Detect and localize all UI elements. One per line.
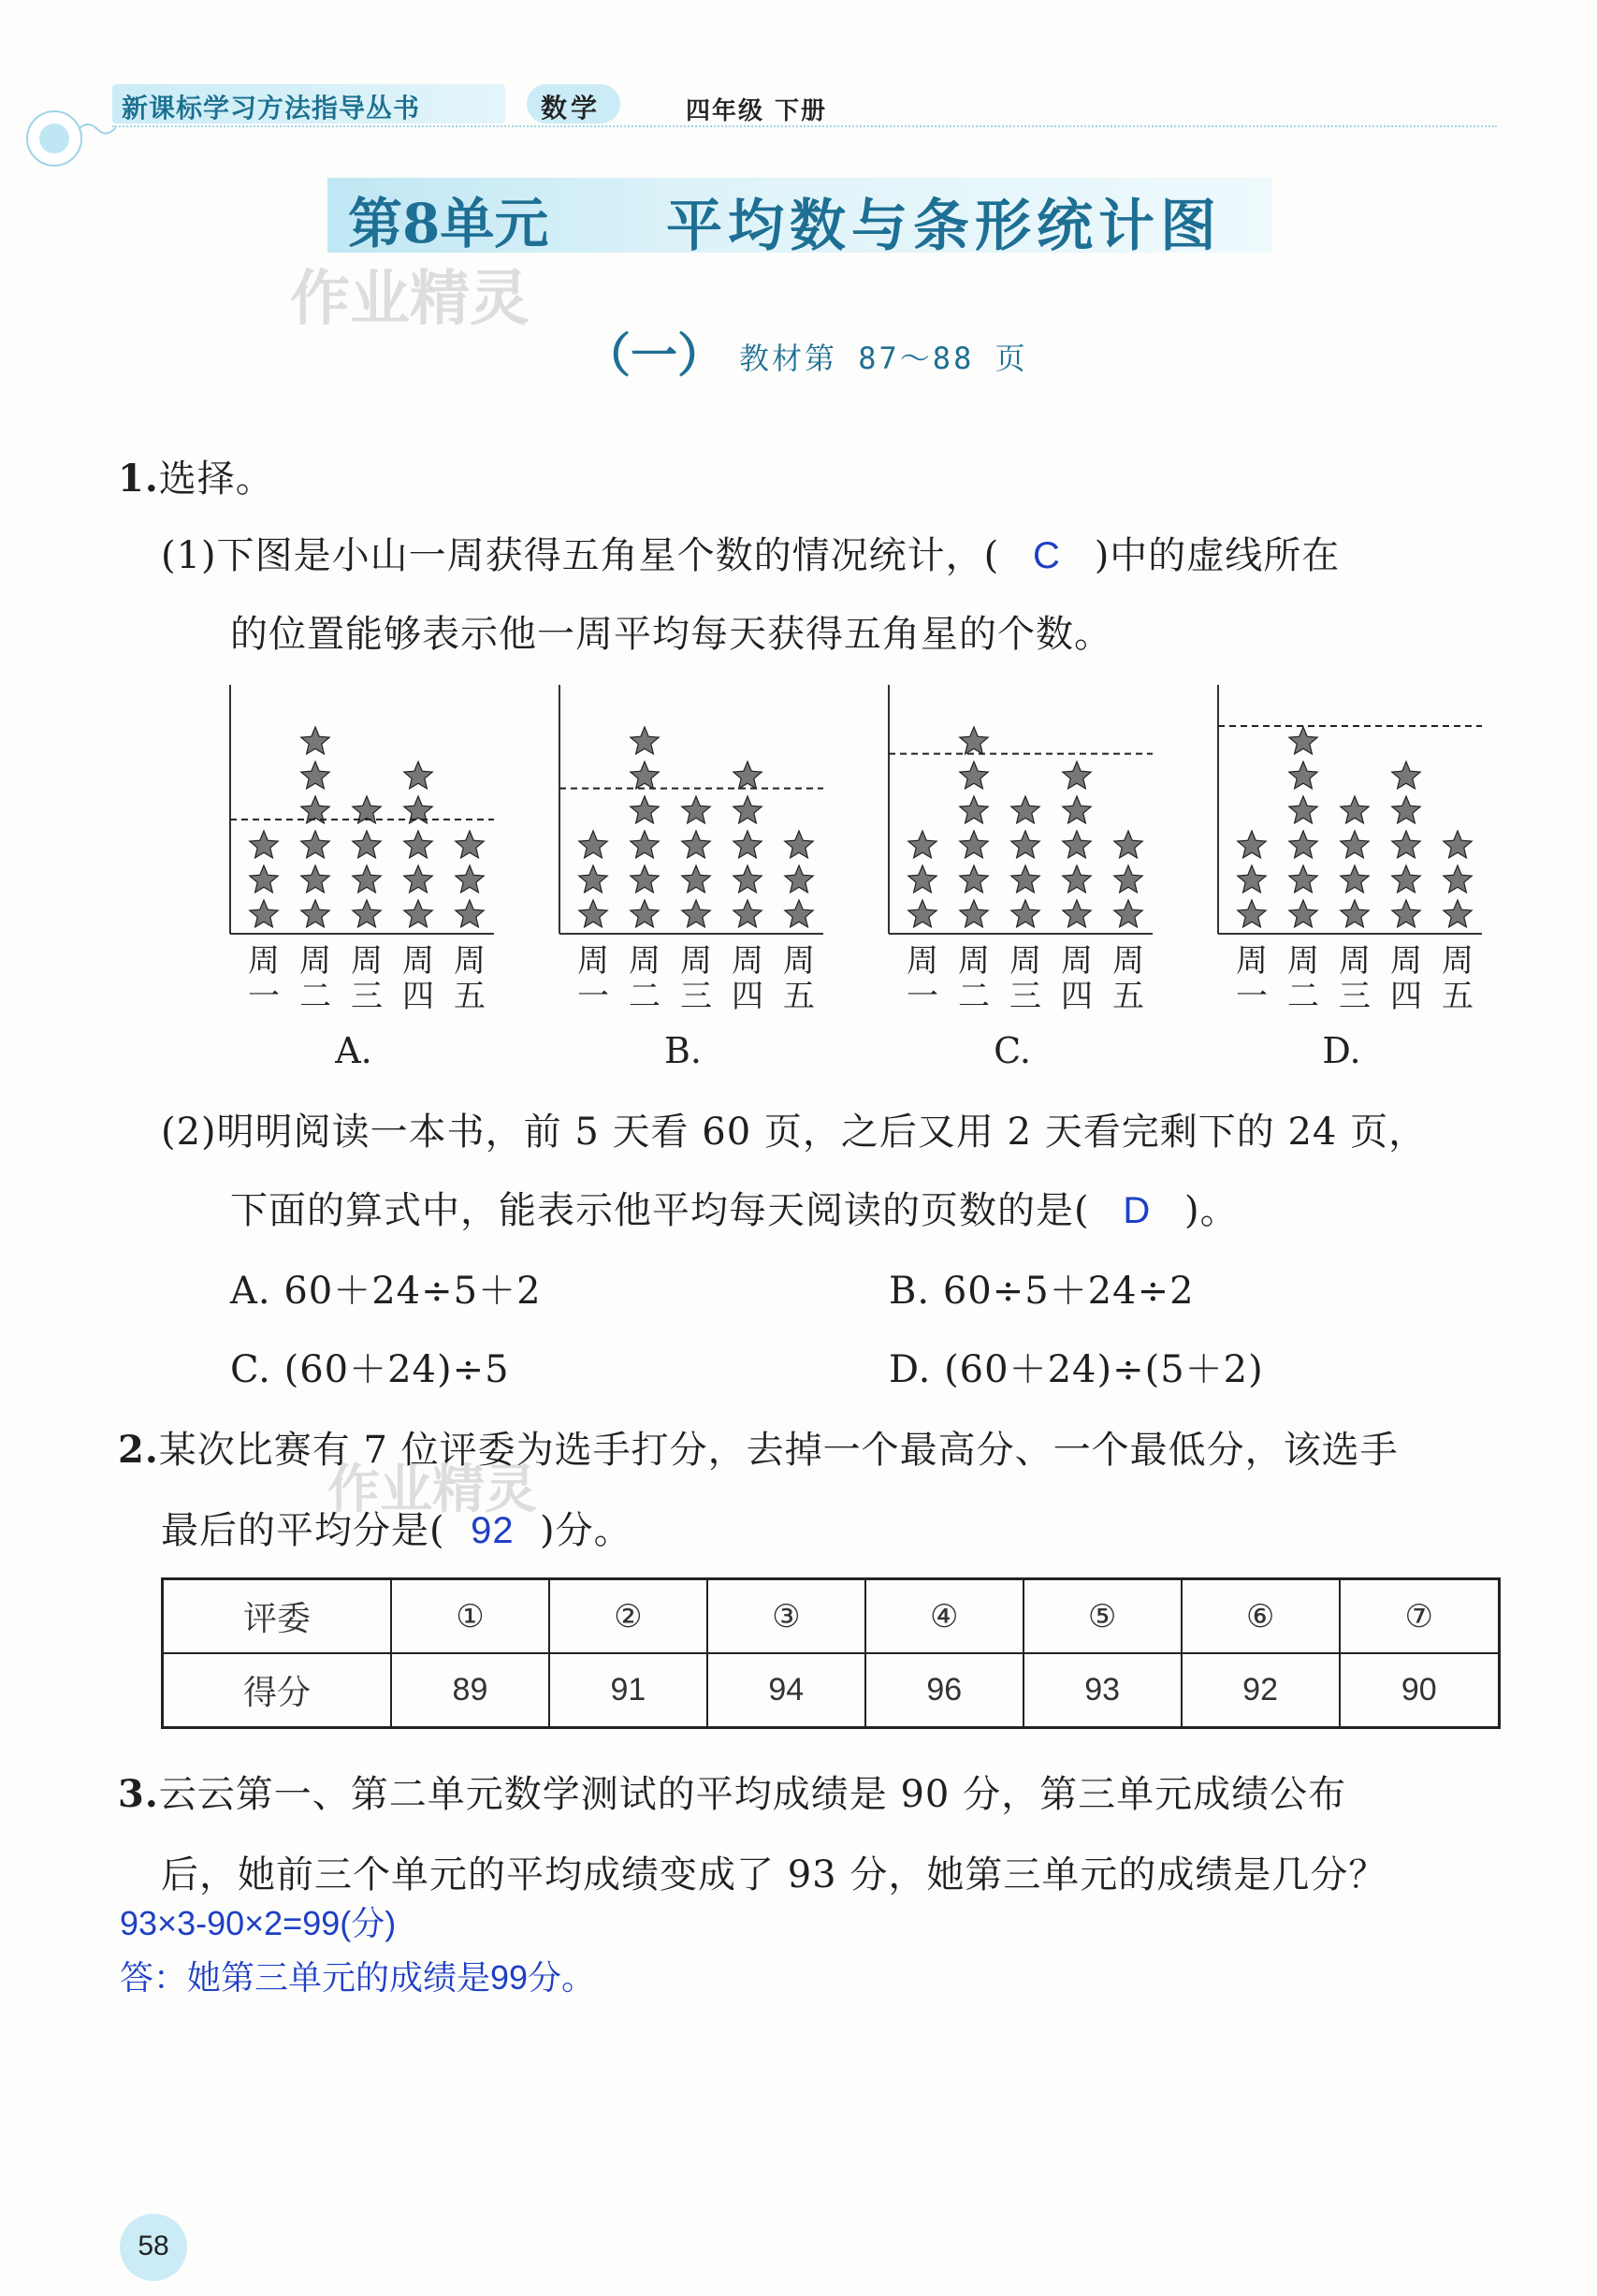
- judge-cell: ⑤: [1024, 1579, 1182, 1654]
- star-icon: [1444, 900, 1472, 927]
- header-grade: 四年级 下册: [686, 97, 828, 125]
- star-icon: [733, 831, 762, 858]
- tick-label: 五: [783, 978, 815, 1015]
- tick-label: 周: [577, 942, 609, 980]
- q1-option-c: C. (60＋24)÷5: [230, 1348, 510, 1391]
- tick-label: 四: [732, 978, 763, 1015]
- star-icon: [631, 762, 659, 789]
- star-icon: [404, 831, 432, 858]
- tick-label: 三: [351, 978, 383, 1015]
- star-icon: [631, 796, 659, 823]
- header-series: 新课标学习方法指导丛书: [122, 93, 421, 124]
- q3-number: 3.: [118, 1772, 159, 1816]
- star-icon: [1444, 865, 1472, 893]
- star-icon: [1063, 831, 1091, 858]
- star-icon: [960, 900, 988, 927]
- star-icon: [1289, 831, 1317, 858]
- star-icon: [1392, 796, 1420, 823]
- tick-label: 周: [299, 942, 331, 980]
- judge-cell: ④: [865, 1579, 1024, 1654]
- star-icon: [908, 865, 936, 893]
- star-icon: [1392, 865, 1420, 893]
- star-icon: [456, 900, 484, 927]
- chart-option-label: D.: [1322, 1030, 1361, 1071]
- star-icon: [960, 796, 988, 823]
- q1-option-d: D. (60＋24)÷(5＋2): [889, 1348, 1264, 1391]
- tick-label: 二: [299, 978, 331, 1015]
- star-icon: [404, 865, 432, 893]
- star-icon: [579, 831, 607, 858]
- star-icon: [785, 865, 813, 893]
- star-icon: [301, 900, 329, 927]
- star-icon: [1289, 900, 1317, 927]
- q1-p2-text-a: 下面的算式中，能表示他平均每天阅读的页数的是(: [230, 1189, 1090, 1232]
- star-icon: [1341, 796, 1369, 823]
- tick-label: 五: [1112, 978, 1144, 1015]
- star-icon: [1011, 865, 1039, 893]
- tick-label: 周: [629, 942, 661, 980]
- star-icon: [1063, 865, 1091, 893]
- star-icon: [1392, 831, 1420, 858]
- star-icon: [682, 831, 710, 858]
- tick-label: 周: [1112, 942, 1144, 980]
- tick-label: 周: [402, 942, 434, 980]
- star-icon: [1289, 727, 1317, 754]
- star-icon: [733, 865, 762, 893]
- star-icon: [631, 865, 659, 893]
- score-cell: 96: [865, 1653, 1024, 1728]
- chart-option-label: B.: [663, 1030, 703, 1071]
- q3-line1: [118, 1765, 1346, 1818]
- tick-label: 周: [680, 942, 712, 980]
- star-icon: [301, 865, 329, 893]
- q1-option-a: A. 60＋24÷5＋2: [230, 1270, 542, 1313]
- star-icon: [733, 900, 762, 927]
- star-icon: [1341, 831, 1369, 858]
- judge-cell: ⑥: [1182, 1579, 1340, 1654]
- star-chart-b: [559, 685, 823, 1071]
- tick-label: 一: [1236, 978, 1268, 1015]
- tick-label: 三: [1339, 978, 1371, 1015]
- score-cell: 91: [549, 1653, 707, 1728]
- tick-label: 一: [907, 978, 938, 1015]
- star-icon: [1063, 762, 1091, 789]
- q3-line2: 后，她前三个单元的平均成绩变成了 93 分，她第三单元的成绩是几分？: [161, 1853, 1387, 1896]
- tick-label: 五: [1442, 978, 1474, 1015]
- star-chart-c: [889, 685, 1153, 1071]
- tick-label: 周: [1390, 942, 1422, 980]
- star-icon: [682, 796, 710, 823]
- star-icon: [1341, 865, 1369, 893]
- q2-number: 2.: [118, 1428, 159, 1472]
- q1-p1-line2: 的位置能够表示他一周平均每天获得五角星的个数。: [230, 613, 1112, 656]
- score-cell: 92: [1182, 1653, 1340, 1728]
- tick-label: 四: [1390, 978, 1422, 1015]
- star-icon: [1238, 865, 1266, 893]
- star-icon: [1444, 831, 1472, 858]
- tick-label: 周: [1287, 942, 1319, 980]
- star-icon: [733, 796, 762, 823]
- star-icon: [1289, 865, 1317, 893]
- star-icon: [456, 865, 484, 893]
- tick-label: 周: [1236, 942, 1268, 980]
- q1-p2-answer: D: [1123, 1190, 1152, 1231]
- star-icon: [1238, 831, 1266, 858]
- q1-p2-line2: [230, 1181, 1239, 1234]
- star-icon: [1063, 900, 1091, 927]
- score-cell: 93: [1024, 1653, 1182, 1728]
- q3-text: 云云第一、第二单元数学测试的平均成绩是 90 分，第三单元成绩公布: [158, 1773, 1347, 1816]
- tick-label: 周: [454, 942, 486, 980]
- tick-label: 二: [1287, 978, 1319, 1015]
- star-icon: [733, 762, 762, 789]
- star-icon: [404, 900, 432, 927]
- q3-answer-calc: 93×3-90×2=99(分): [120, 1904, 397, 1942]
- watermark-2: 作业精灵: [327, 1460, 537, 1520]
- star-chart-a: [230, 685, 494, 1071]
- star-icon: [1063, 796, 1091, 823]
- star-icon: [960, 831, 988, 858]
- q1-p2-text-b: )。: [1184, 1189, 1239, 1232]
- tick-label: 周: [958, 942, 990, 980]
- tick-label: 周: [1339, 942, 1371, 980]
- tick-label: 周: [1009, 942, 1041, 980]
- tick-label: 周: [248, 942, 280, 980]
- tick-label: 五: [454, 978, 486, 1015]
- q1-p2-line1: (2)明明阅读一本书，前 5 天看 60 页，之后又用 2 天看完剩下的 24 页，: [161, 1111, 1428, 1154]
- q1-number: 1.: [118, 457, 159, 501]
- header-subject: 数学: [541, 93, 602, 124]
- q3-answer-text: 答：她第三单元的成绩是99分。: [120, 1958, 596, 1997]
- star-icon: [353, 865, 381, 893]
- row-label-judges: 评委: [163, 1579, 392, 1654]
- star-icon: [353, 900, 381, 927]
- q2-text: 某次比赛有 7 位评委为选手打分，去掉一个最高分、一个最低分，该选手: [158, 1429, 1399, 1472]
- star-icon: [1114, 865, 1142, 893]
- q2-answer: 92: [471, 1510, 515, 1551]
- star-icon: [785, 900, 813, 927]
- star-icon: [1289, 762, 1317, 789]
- tick-label: 周: [783, 942, 815, 980]
- tick-label: 四: [402, 978, 434, 1015]
- star-icon: [301, 727, 329, 754]
- chart-option-label: A.: [335, 1030, 372, 1071]
- star-icon: [682, 900, 710, 927]
- chart-option-label: C.: [994, 1030, 1031, 1071]
- star-icon: [579, 865, 607, 893]
- star-icon: [785, 831, 813, 858]
- judge-cell: ⑦: [1340, 1579, 1500, 1654]
- watermark: 作业精灵: [290, 265, 530, 334]
- star-chart-d: [1218, 685, 1482, 1071]
- star-icon: [456, 831, 484, 858]
- star-icon: [908, 900, 936, 927]
- q1-title: 选择。: [158, 458, 274, 501]
- tick-label: 周: [351, 942, 383, 980]
- q1-p1-answer: C: [1033, 535, 1061, 576]
- q1-option-b: B. 60÷5＋24÷2: [889, 1270, 1195, 1313]
- tick-label: 三: [1009, 978, 1041, 1015]
- star-icon: [1011, 900, 1039, 927]
- star-icon: [1011, 796, 1039, 823]
- star-icon: [631, 900, 659, 927]
- score-cell: 90: [1340, 1653, 1500, 1728]
- tick-label: 一: [577, 978, 609, 1015]
- star-icon: [301, 762, 329, 789]
- tick-label: 周: [1061, 942, 1093, 980]
- tick-label: 二: [958, 978, 990, 1015]
- unit-title: 平均数与条形统计图: [666, 194, 1222, 259]
- judge-cell: ②: [549, 1579, 707, 1654]
- star-icon: [404, 796, 432, 823]
- tick-label: 周: [907, 942, 938, 980]
- q2-text-a: 最后的平均分是(: [161, 1509, 445, 1552]
- section-pages: 教材第 87～88 页: [739, 341, 1028, 376]
- star-icon: [404, 762, 432, 789]
- star-icon: [579, 900, 607, 927]
- tick-label: 二: [629, 978, 661, 1015]
- table-row-scores: [163, 1653, 1500, 1728]
- star-icon: [960, 727, 988, 754]
- page-number: 58: [138, 2231, 169, 2261]
- star-icon: [353, 831, 381, 858]
- star-icon: [1011, 831, 1039, 858]
- star-icon: [631, 831, 659, 858]
- score-cell: 89: [391, 1653, 549, 1728]
- star-icon: [301, 831, 329, 858]
- star-icon: [1392, 900, 1420, 927]
- star-icon: [908, 831, 936, 858]
- unit-number: 第8单元: [348, 192, 549, 255]
- star-icon: [1114, 831, 1142, 858]
- star-icon: [250, 865, 278, 893]
- star-icon: [1238, 900, 1266, 927]
- star-charts: [0, 0, 1597, 1085]
- table-row-judges: [163, 1579, 1500, 1654]
- star-icon: [1114, 900, 1142, 927]
- q2-line1: [118, 1420, 1399, 1474]
- star-icon: [960, 762, 988, 789]
- judge-cell: ①: [391, 1579, 549, 1654]
- star-icon: [1341, 900, 1369, 927]
- q1-p1-text-a: (1)下图是小山一周获得五角星个数的情况统计，(: [161, 534, 1000, 577]
- q1-p1-text-b: )中的虚线所在: [1094, 534, 1341, 577]
- star-icon: [631, 727, 659, 754]
- section-number: （一）: [584, 327, 724, 383]
- tick-label: 周: [732, 942, 763, 980]
- star-icon: [250, 900, 278, 927]
- score-cell: 94: [707, 1653, 865, 1728]
- star-icon: [1289, 796, 1317, 823]
- q2-text-b: )分。: [540, 1509, 632, 1552]
- tick-label: 周: [1442, 942, 1474, 980]
- tick-label: 一: [248, 978, 280, 1015]
- row-label-scores: 得分: [163, 1653, 392, 1728]
- score-table: [161, 1577, 1501, 1729]
- star-icon: [960, 865, 988, 893]
- star-icon: [682, 865, 710, 893]
- tick-label: 四: [1061, 978, 1093, 1015]
- star-icon: [1392, 762, 1420, 789]
- tick-label: 三: [680, 978, 712, 1015]
- star-icon: [250, 831, 278, 858]
- judge-cell: ③: [707, 1579, 865, 1654]
